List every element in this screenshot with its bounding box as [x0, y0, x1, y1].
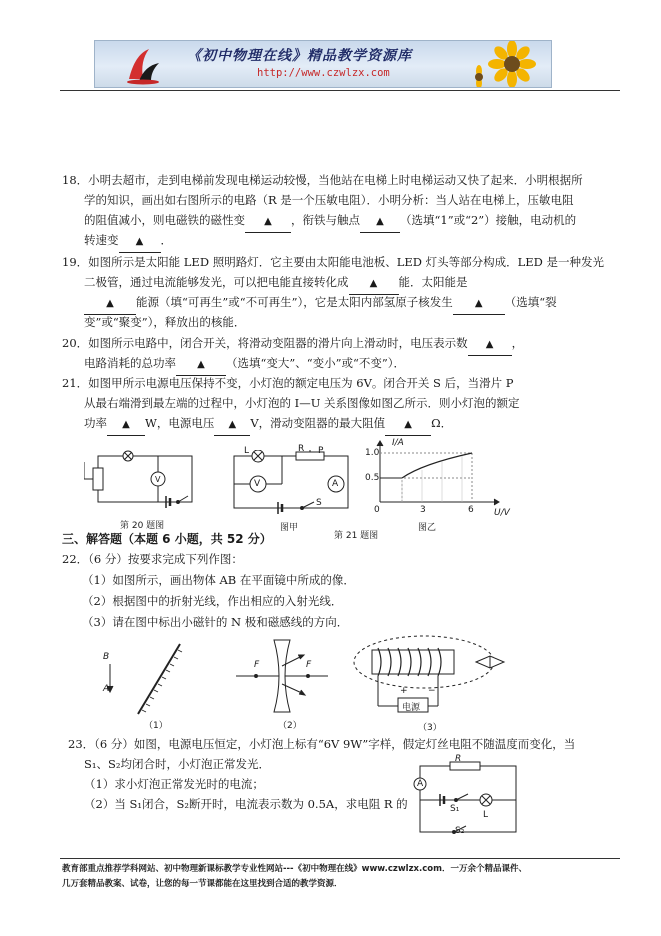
q23-circuit-diagram [406, 756, 524, 840]
q19-text-3b: （选填“裂 [504, 295, 557, 309]
answer-blank[interactable]: ▲ [214, 415, 250, 436]
label-lamp-l: L [244, 446, 250, 456]
graph-y-tick-1: 1.0 [365, 448, 380, 458]
q22-caption-2: （2） [278, 721, 302, 731]
header-banner [94, 40, 552, 88]
q22-mirror-diagram [96, 640, 206, 718]
q18-text-4b: ． [160, 233, 172, 247]
graph-x-tick-3: 3 [420, 505, 426, 515]
answer-blank[interactable]: ▲ [453, 294, 505, 315]
answer-blank[interactable]: ▲ [385, 415, 431, 436]
sunflower-icon [467, 41, 547, 87]
q21-text-3c: V，滑动变阻器的最大阻值 [250, 416, 386, 430]
q22-line1: 22．（6 分）按要求完成下列作图： [62, 552, 243, 566]
label-voltmeter-v: V [254, 479, 261, 489]
q21-caption: 第 21 题图 [334, 531, 379, 541]
q20-circuit-diagram [84, 450, 200, 512]
q19-line4: 变”或“聚变”），释放出的核能． [84, 315, 246, 329]
q23-item2: （2）当 S₁闭合，S₂断开时，电流表示数为 0.5A，求电阻 R 的 [84, 797, 408, 811]
label-l: L [483, 810, 489, 820]
q21-line1: 21．如图甲所示电源电压保持不变，小灯泡的额定电压为 6V。闭合开关 S 后，当滑片 P [62, 376, 514, 390]
q23-item1: （1）求小灯泡正常发光时的电流； [84, 777, 264, 791]
site-logo-icon [125, 45, 161, 85]
graph-x-tick-6: 6 [468, 505, 474, 515]
q23-line1: 23．（6 分）如图，电源电压恒定，小灯泡上标有“6V 9W”字样，假定灯丝电阻不随温度而变化，当 [68, 737, 576, 751]
q18-line4 [84, 230, 172, 253]
q20-voltmeter-label [154, 474, 164, 484]
label-ammeter-a: A [332, 479, 339, 489]
footer-rule [60, 858, 620, 859]
page-footer [62, 862, 622, 892]
q21-caption-b: 图乙 [418, 523, 437, 533]
label-f-left: F [254, 660, 260, 670]
answer-blank[interactable]: ▲ [349, 274, 399, 295]
label-r: R [455, 754, 462, 764]
answer-blank[interactable]: ▲ [84, 294, 136, 315]
label-ammeter: A [417, 779, 424, 789]
q19-text-2a: 二极管，通过电流能够发光，可以把电能直接转化成 [84, 275, 349, 289]
footer-line2: 几万套精品教案、试卷，让您的每一节课都能在这里找到合适的教学资源． [62, 879, 343, 889]
q22-item3: （3）请在图中标出小磁针的 N 极和磁感线的方向． [82, 615, 349, 629]
answer-blank[interactable]: ▲ [360, 212, 400, 233]
footer-line1: 教育部重点推荐学科网站、初中物理新课标教学专业性网站---《初中物理在线》www.czwlzx.com．一万余个精品课件、 [62, 864, 527, 874]
label-b: B [103, 652, 110, 662]
q22-caption-1: （1） [144, 721, 168, 731]
q19-text-2b: 能．太阳能是 [398, 275, 468, 289]
q18-text-4a: 转速变 [84, 233, 119, 247]
q22-solenoid-diagram [352, 630, 522, 722]
label-switch-s: S [316, 498, 322, 508]
answer-blank[interactable]: ▲ [468, 335, 512, 356]
q18-line2: 学的知识，画出如右图所示的电路（R 是一个压敏电阻）．小明分析：当人站在电梯上，压敏电阻 [84, 193, 574, 207]
q20-text-1b: ， [511, 336, 524, 350]
answer-blank[interactable]: ▲ [107, 415, 145, 436]
q18-line1: 18．小明去超市，走到电梯前发现电梯运动较慢，当他站在电梯上时电梯运动又快了起来．小明根据所 [62, 173, 583, 187]
q22-item2: （2）根据图中的折射光线，作出相应的入射光线． [82, 594, 343, 608]
q23-line2: S₁、S₂均闭合时，小灯泡正常发光． [84, 757, 270, 771]
q21-line2: 从最右端滑到最左端的过程中，小灯泡的 I—U 关系图像如图乙所示．则小灯泡的额定 [84, 396, 520, 410]
label-slider-p: P [318, 446, 324, 456]
graph-x-label: U/V [494, 508, 510, 518]
q18-text-3c: （选填“1”或“2”）接触，电动机的 [400, 213, 577, 227]
q22-caption-3: （3） [418, 723, 442, 733]
label-s2: S₂ [455, 826, 465, 836]
iu-graph [362, 438, 508, 524]
answer-blank[interactable]: ▲ [176, 355, 226, 376]
q20-caption: 第 20 题图 [120, 521, 165, 531]
q21-text-3b: W，电源电压 [145, 416, 215, 430]
q18-text-3a: 的阻值减小，则电磁铁的磁性变 [84, 213, 245, 227]
label-s1: S₁ [450, 804, 460, 814]
header-rule [60, 90, 620, 91]
q21-line3 [84, 413, 452, 436]
answer-blank[interactable]: ▲ [245, 212, 291, 233]
q19-line1: 19．如图所示是太阳能 LED 照明路灯．它主要由太阳能电池板、LED 灯头等部分构成．LED 是一种发光 [62, 255, 605, 269]
label-a: A [103, 684, 110, 694]
q18-text-3b: ，衔铁与触点 [291, 213, 360, 227]
label-rheostat-r: R [298, 444, 305, 454]
q20-text-2a: 电路消耗的总功率 [84, 356, 176, 370]
label-f-right: F [306, 660, 312, 670]
q20-text-2b: （选填“变大”、“变小”或“不变”）． [226, 356, 406, 370]
section-3-heading: 三、解答题（本题 6 小题，共 52 分） [62, 532, 272, 546]
q21-text-3d: Ω． [431, 416, 453, 430]
label-plus: + [400, 686, 408, 696]
svg-text:V: V [155, 475, 161, 484]
q21-text-3a: 功率 [84, 416, 107, 430]
label-power-source: 电源 [402, 703, 421, 713]
graph-y-tick-05: 0.5 [365, 473, 380, 483]
banner-url[interactable]: http://www.czwlzx.com [257, 67, 390, 79]
label-minus: − [428, 686, 436, 696]
graph-x-tick-0: 0 [374, 505, 380, 515]
rheostat-icon [93, 468, 103, 490]
q22-item1: （1）如图所示，画出物体 AB 在平面镜中所成的像． [82, 573, 355, 587]
q22-lens-diagram [232, 636, 332, 720]
answer-blank[interactable]: ▲ [119, 232, 161, 253]
q19-text-3a: 能源（填“可再生”或“不可再生”），它是太阳内部氢原子核发生 [136, 295, 453, 309]
graph-y-label: I/A [392, 438, 404, 448]
banner-title: 《初中物理在线》精品教学资源库 [187, 48, 412, 64]
q20-text-1a: 20．如图所示电路中，闭合开关，将滑动变阻器的滑片向上滑动时，电压表示数 [62, 336, 468, 350]
q21-caption-a: 图甲 [280, 523, 299, 533]
